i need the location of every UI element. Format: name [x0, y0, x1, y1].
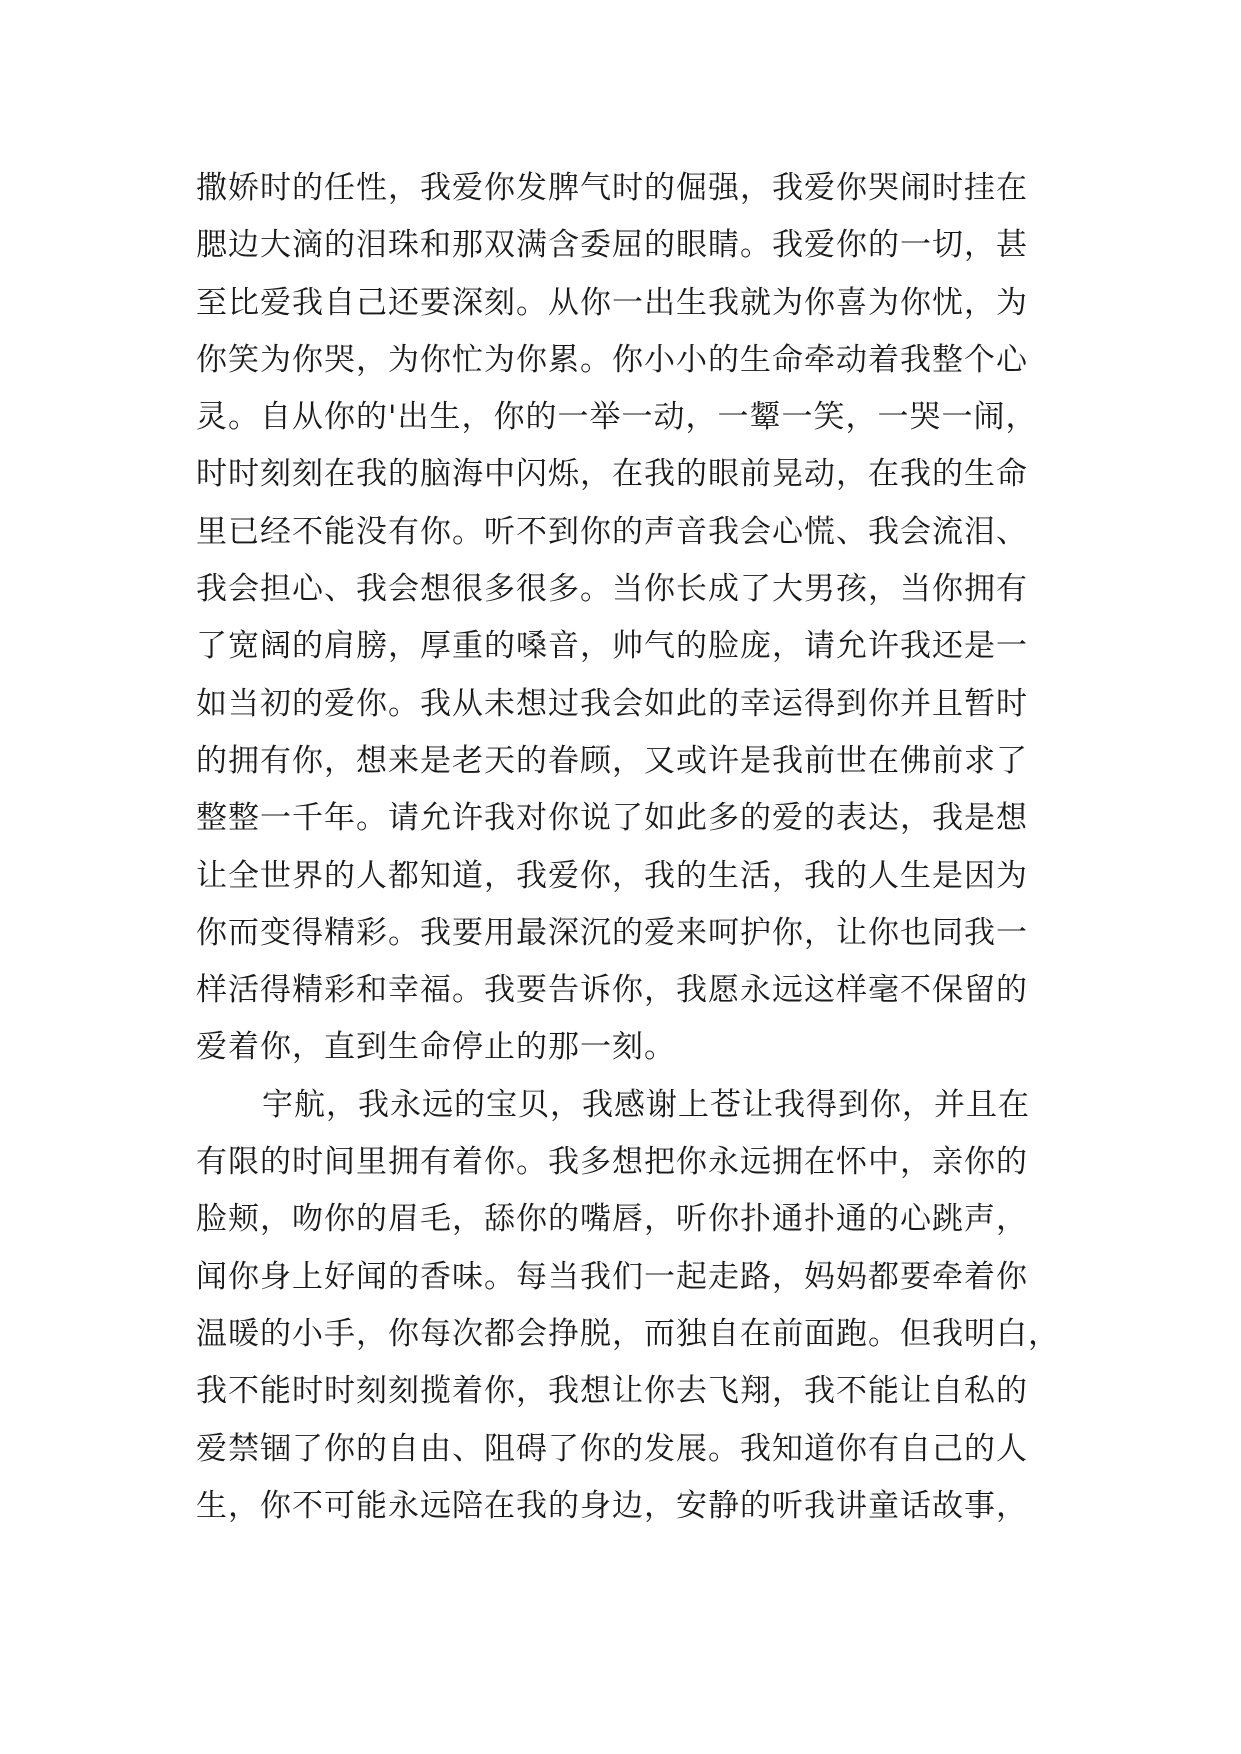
text-line: 爱禁锢了你的自由、阻碍了你的发展。我知道你有自己的人: [196, 1430, 1028, 1467]
text-line: 生，你不可能永远陪在我的身边，安静的听我讲童话故事，: [196, 1487, 1028, 1524]
text-line: 我不能时时刻刻揽着你，我想让你去飞翔，我不能让自私的: [196, 1373, 1028, 1410]
text-line: 里已经不能没有你。听不到你的声音我会心慌、我会流泪、: [196, 513, 1028, 550]
text-line: 腮边大滴的泪珠和那双满含委屈的眼睛。我爱你的一切，甚: [196, 227, 1028, 264]
text-line: 样活得精彩和幸福。我要告诉你，我愿永远这样毫不保留的: [196, 972, 1028, 1009]
text-line: 你笑为你哭，为你忙为你累。你小小的生命牵动着我整个心: [196, 341, 1028, 378]
text-line: 了宽阔的肩膀，厚重的嗓音，帅气的脸庞，请允许我还是一: [196, 628, 1028, 665]
text-line: 让全世界的人都知道，我爱你，我的生活，我的人生是因为: [196, 857, 1028, 894]
text-line: 如当初的爱你。我从未想过我会如此的幸运得到你并且暂时: [196, 685, 1028, 722]
text-line: 脸颊，吻你的眉毛，舔你的嘴唇，听你扑通扑通的心跳声，: [196, 1201, 1028, 1238]
text-line: 撒娇时的任性，我爱你发脾气时的倔强，我爱你哭闹时挂在: [196, 170, 1028, 206]
text-line: 时时刻刻在我的脑海中闪烁，在我的眼前晃动，在我的生命: [196, 456, 1028, 493]
text-line: 的拥有你，想来是老天的眷顾，又或许是我前世在佛前求了: [196, 742, 1028, 779]
text-line: 闻你身上好闻的香味。每当我们一起走路，妈妈都要牵着你: [196, 1258, 1028, 1295]
paragraph-2: [196, 1077, 1076, 1535]
text-line: 爱着你，直到生命停止的那一刻。: [196, 1029, 676, 1066]
text-line: 至比爱我自己还要深刻。从你一出生我就为你喜为你忧，为: [196, 284, 1028, 321]
text-line: 我会担心、我会想很多很多。当你长成了大男孩，当你拥有: [196, 571, 1028, 608]
paragraph-1: [196, 160, 1076, 1077]
text-line: 整整一千年。请允许我对你说了如此多的爱的表达，我是想: [196, 800, 1028, 837]
text-line: 你而变得精彩。我要用最深沉的爱来呵护你，让你也同我一: [196, 914, 1028, 951]
text-line: 温暖的小手，你每次都会挣脱，而独自在前面跑。但我明白，: [196, 1315, 1060, 1352]
text-line: 有限的时间里拥有着你。我多想把你永远拥在怀中，亲你的: [196, 1144, 1028, 1181]
text-line: 灵。自从你的'出生，你的一举一动，一颦一笑，一哭一闹，: [196, 399, 1038, 436]
text-line: 宇航，我永远的宝贝，我感谢上苍让我得到你，并且在: [262, 1086, 1030, 1123]
body-text: [196, 160, 1076, 1535]
